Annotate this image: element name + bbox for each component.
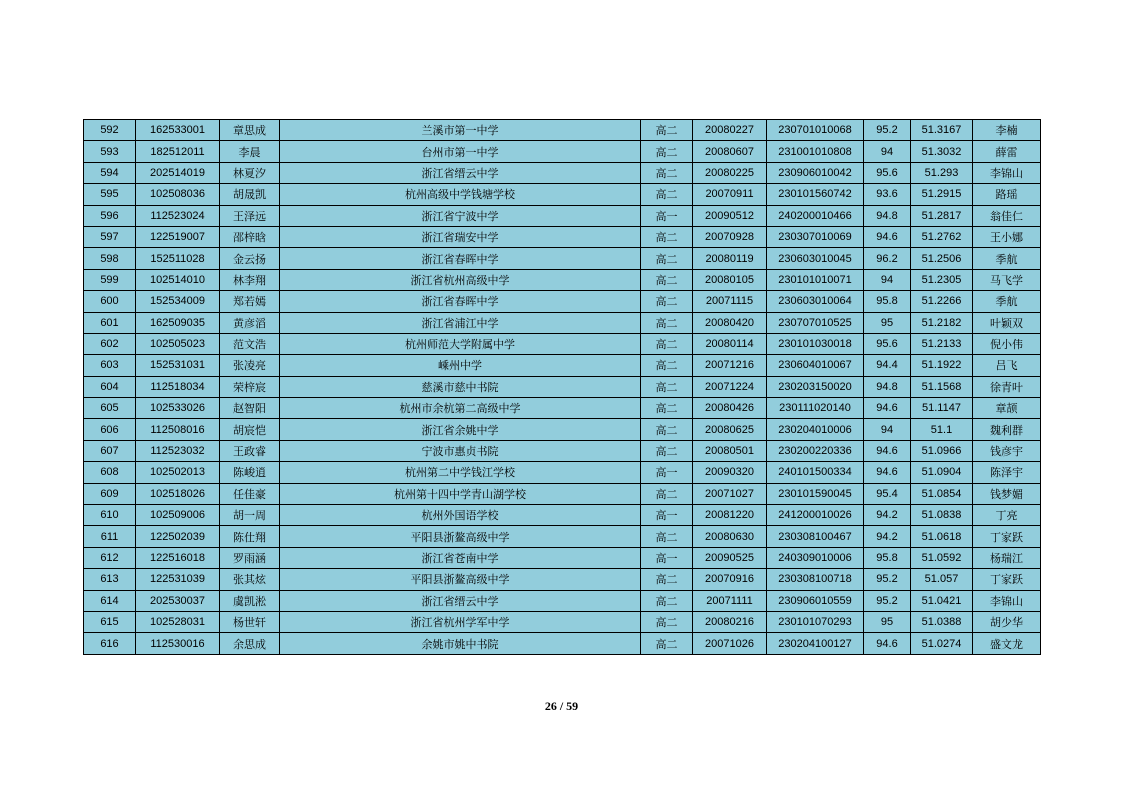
exam-id-cell: 152534009 (136, 291, 220, 312)
rank-cell: 604 (84, 376, 136, 397)
exam-id-cell: 102528031 (136, 611, 220, 632)
total-score-cell: 51.0421 (911, 590, 973, 611)
rank-cell: 615 (84, 611, 136, 632)
score-cell: 94.6 (864, 398, 911, 419)
name-cell: 金云扬 (220, 248, 280, 269)
exam-id-cell: 162533001 (136, 120, 220, 141)
total-score-cell: 51.057 (911, 569, 973, 590)
teacher-cell: 李锦山 (973, 590, 1041, 611)
score-cell: 95.2 (864, 569, 911, 590)
name-cell: 杨世轩 (220, 611, 280, 632)
school-cell: 宁波市惠贞书院 (280, 440, 641, 461)
table-row (84, 355, 1041, 376)
score-cell: 94 (864, 269, 911, 290)
birthdate-cell: 20080501 (693, 440, 767, 461)
rank-cell: 614 (84, 590, 136, 611)
total-score-cell: 51.293 (911, 162, 973, 183)
birthdate-cell: 20080105 (693, 269, 767, 290)
school-cell: 浙江省杭州高级中学 (280, 269, 641, 290)
school-cell: 浙江省春晖中学 (280, 248, 641, 269)
teacher-cell: 翁佳仁 (973, 205, 1041, 226)
total-score-cell: 51.2506 (911, 248, 973, 269)
student-id-cell: 230203150020 (767, 376, 864, 397)
birthdate-cell: 20070911 (693, 184, 767, 205)
student-id-cell: 240101500334 (767, 462, 864, 483)
score-cell: 94.6 (864, 462, 911, 483)
teacher-cell: 钱梦媚 (973, 483, 1041, 504)
total-score-cell: 51.3167 (911, 120, 973, 141)
table-row (84, 590, 1041, 611)
student-id-cell: 230200220336 (767, 440, 864, 461)
name-cell: 邵梓晗 (220, 226, 280, 247)
name-cell: 胡晟凯 (220, 184, 280, 205)
table-row (84, 440, 1041, 461)
student-id-cell: 230707010525 (767, 312, 864, 333)
exam-id-cell: 102509006 (136, 505, 220, 526)
results-table (83, 119, 1041, 655)
table-row (84, 184, 1041, 205)
name-cell: 胡宸恺 (220, 419, 280, 440)
exam-id-cell: 122531039 (136, 569, 220, 590)
grade-cell: 高二 (641, 355, 693, 376)
rank-cell: 595 (84, 184, 136, 205)
teacher-cell: 马飞学 (973, 269, 1041, 290)
total-score-cell: 51.2915 (911, 184, 973, 205)
rank-cell: 606 (84, 419, 136, 440)
teacher-cell: 王小娜 (973, 226, 1041, 247)
teacher-cell: 陈泽宇 (973, 462, 1041, 483)
teacher-cell: 胡少华 (973, 611, 1041, 632)
school-cell: 平阳县浙鳌高级中学 (280, 526, 641, 547)
rank-cell: 609 (84, 483, 136, 504)
grade-cell: 高二 (641, 184, 693, 205)
table-row (84, 526, 1041, 547)
school-cell: 浙江省缙云中学 (280, 162, 641, 183)
name-cell: 张凌亮 (220, 355, 280, 376)
table-row (84, 333, 1041, 354)
exam-id-cell: 102514010 (136, 269, 220, 290)
table-row (84, 226, 1041, 247)
rank-cell: 616 (84, 633, 136, 654)
rank-cell: 599 (84, 269, 136, 290)
student-id-cell: 230204100127 (767, 633, 864, 654)
school-cell: 杭州市余杭第二高级中学 (280, 398, 641, 419)
student-id-cell: 230111020140 (767, 398, 864, 419)
birthdate-cell: 20081220 (693, 505, 767, 526)
table-row (84, 611, 1041, 632)
total-score-cell: 51.1147 (911, 398, 973, 419)
rank-cell: 611 (84, 526, 136, 547)
exam-id-cell: 102518026 (136, 483, 220, 504)
teacher-cell: 魏利群 (973, 419, 1041, 440)
total-score-cell: 51.0274 (911, 633, 973, 654)
grade-cell: 高二 (641, 440, 693, 461)
birthdate-cell: 20071027 (693, 483, 767, 504)
table-row (84, 205, 1041, 226)
name-cell: 范文浩 (220, 333, 280, 354)
name-cell: 虞凯淞 (220, 590, 280, 611)
grade-cell: 高二 (641, 526, 693, 547)
total-score-cell: 51.2133 (911, 333, 973, 354)
school-cell: 浙江省浦江中学 (280, 312, 641, 333)
grade-cell: 高二 (641, 120, 693, 141)
school-cell: 杭州师范大学附属中学 (280, 333, 641, 354)
rank-cell: 605 (84, 398, 136, 419)
school-cell: 杭州第二中学钱江学校 (280, 462, 641, 483)
total-score-cell: 51.0838 (911, 505, 973, 526)
score-cell: 95.4 (864, 483, 911, 504)
student-id-cell: 240309010006 (767, 547, 864, 568)
birthdate-cell: 20080216 (693, 611, 767, 632)
name-cell: 张其炫 (220, 569, 280, 590)
teacher-cell: 丁家跃 (973, 526, 1041, 547)
name-cell: 罗雨涵 (220, 547, 280, 568)
rank-cell: 613 (84, 569, 136, 590)
table-row (84, 291, 1041, 312)
student-id-cell: 230906010042 (767, 162, 864, 183)
grade-cell: 高二 (641, 611, 693, 632)
total-score-cell: 51.0388 (911, 611, 973, 632)
birthdate-cell: 20080625 (693, 419, 767, 440)
teacher-cell: 李锦山 (973, 162, 1041, 183)
birthdate-cell: 20090525 (693, 547, 767, 568)
student-id-cell: 240200010466 (767, 205, 864, 226)
student-id-cell: 230906010559 (767, 590, 864, 611)
teacher-cell: 路瑶 (973, 184, 1041, 205)
rank-cell: 600 (84, 291, 136, 312)
total-score-cell: 51.3032 (911, 141, 973, 162)
birthdate-cell: 20071026 (693, 633, 767, 654)
name-cell: 章思成 (220, 120, 280, 141)
school-cell: 浙江省苍南中学 (280, 547, 641, 568)
grade-cell: 高二 (641, 590, 693, 611)
name-cell: 陈峻逍 (220, 462, 280, 483)
total-score-cell: 51.1568 (911, 376, 973, 397)
school-cell: 慈溪市慈中书院 (280, 376, 641, 397)
table-row (84, 141, 1041, 162)
student-id-cell: 230307010069 (767, 226, 864, 247)
rank-cell: 598 (84, 248, 136, 269)
table-row (84, 633, 1041, 654)
student-id-cell: 230101010071 (767, 269, 864, 290)
page-number: 26 / 59 (544, 699, 579, 713)
school-cell: 平阳县浙鳌高级中学 (280, 569, 641, 590)
teacher-cell: 倪小伟 (973, 333, 1041, 354)
grade-cell: 高一 (641, 205, 693, 226)
score-cell: 93.6 (864, 184, 911, 205)
birthdate-cell: 20080607 (693, 141, 767, 162)
grade-cell: 高二 (641, 398, 693, 419)
teacher-cell: 季航 (973, 291, 1041, 312)
birthdate-cell: 20071216 (693, 355, 767, 376)
score-cell: 95.2 (864, 120, 911, 141)
birthdate-cell: 20080420 (693, 312, 767, 333)
total-score-cell: 51.2817 (911, 205, 973, 226)
table-row (84, 120, 1041, 141)
grade-cell: 高二 (641, 633, 693, 654)
grade-cell: 高二 (641, 269, 693, 290)
rank-cell: 610 (84, 505, 136, 526)
table-row (84, 312, 1041, 333)
birthdate-cell: 20071224 (693, 376, 767, 397)
teacher-cell: 徐青叶 (973, 376, 1041, 397)
rank-cell: 607 (84, 440, 136, 461)
student-id-cell: 230101070293 (767, 611, 864, 632)
birthdate-cell: 20090320 (693, 462, 767, 483)
table-row (84, 547, 1041, 568)
name-cell: 李晨 (220, 141, 280, 162)
exam-id-cell: 152531031 (136, 355, 220, 376)
birthdate-cell: 20080119 (693, 248, 767, 269)
exam-id-cell: 152511028 (136, 248, 220, 269)
student-id-cell: 230101030018 (767, 333, 864, 354)
score-cell: 94 (864, 141, 911, 162)
exam-id-cell: 112530016 (136, 633, 220, 654)
rank-cell: 593 (84, 141, 136, 162)
teacher-cell: 叶颖双 (973, 312, 1041, 333)
exam-id-cell: 162509035 (136, 312, 220, 333)
name-cell: 任佳豪 (220, 483, 280, 504)
teacher-cell: 吕飞 (973, 355, 1041, 376)
school-cell: 杭州外国语学校 (280, 505, 641, 526)
score-cell: 95.8 (864, 291, 911, 312)
grade-cell: 高二 (641, 226, 693, 247)
exam-id-cell: 112518034 (136, 376, 220, 397)
total-score-cell: 51.2305 (911, 269, 973, 290)
teacher-cell: 李楠 (973, 120, 1041, 141)
grade-cell: 高二 (641, 376, 693, 397)
table-row (84, 483, 1041, 504)
total-score-cell: 51.0618 (911, 526, 973, 547)
exam-id-cell: 122502039 (136, 526, 220, 547)
table-row (84, 269, 1041, 290)
name-cell: 胡一周 (220, 505, 280, 526)
grade-cell: 高二 (641, 162, 693, 183)
grade-cell: 高二 (641, 291, 693, 312)
score-cell: 95 (864, 312, 911, 333)
exam-id-cell: 202514019 (136, 162, 220, 183)
total-score-cell: 51.2762 (911, 226, 973, 247)
score-cell: 94.6 (864, 633, 911, 654)
score-cell: 94.6 (864, 440, 911, 461)
grade-cell: 高二 (641, 483, 693, 504)
rank-cell: 612 (84, 547, 136, 568)
teacher-cell: 盛文龙 (973, 633, 1041, 654)
total-score-cell: 51.2266 (911, 291, 973, 312)
total-score-cell: 51.0966 (911, 440, 973, 461)
total-score-cell: 51.0854 (911, 483, 973, 504)
student-id-cell: 230603010045 (767, 248, 864, 269)
score-cell: 95.6 (864, 333, 911, 354)
grade-cell: 高二 (641, 312, 693, 333)
student-id-cell: 230603010064 (767, 291, 864, 312)
rank-cell: 596 (84, 205, 136, 226)
school-cell: 余姚市姚中书院 (280, 633, 641, 654)
rank-cell: 594 (84, 162, 136, 183)
total-score-cell: 51.0904 (911, 462, 973, 483)
exam-id-cell: 182512011 (136, 141, 220, 162)
school-cell: 嵊州中学 (280, 355, 641, 376)
score-cell: 95.8 (864, 547, 911, 568)
school-cell: 杭州第十四中学青山湖学校 (280, 483, 641, 504)
birthdate-cell: 20080426 (693, 398, 767, 419)
grade-cell: 高二 (641, 333, 693, 354)
total-score-cell: 51.2182 (911, 312, 973, 333)
name-cell: 荣梓宸 (220, 376, 280, 397)
rank-cell: 608 (84, 462, 136, 483)
birthdate-cell: 20080227 (693, 120, 767, 141)
total-score-cell: 51.1 (911, 419, 973, 440)
table-row (84, 419, 1041, 440)
teacher-cell: 薛雷 (973, 141, 1041, 162)
score-cell: 94.8 (864, 376, 911, 397)
teacher-cell: 杨瑞江 (973, 547, 1041, 568)
rank-cell: 592 (84, 120, 136, 141)
name-cell: 郑若嫣 (220, 291, 280, 312)
school-cell: 浙江省杭州学军中学 (280, 611, 641, 632)
name-cell: 王政睿 (220, 440, 280, 461)
name-cell: 王泽远 (220, 205, 280, 226)
school-cell: 台州市第一中学 (280, 141, 641, 162)
table-row (84, 462, 1041, 483)
school-cell: 杭州高级中学钱塘学校 (280, 184, 641, 205)
teacher-cell: 钱彦宇 (973, 440, 1041, 461)
birthdate-cell: 20070916 (693, 569, 767, 590)
school-cell: 浙江省余姚中学 (280, 419, 641, 440)
birthdate-cell: 20080114 (693, 333, 767, 354)
rank-cell: 597 (84, 226, 136, 247)
exam-id-cell: 202530037 (136, 590, 220, 611)
score-cell: 94.6 (864, 226, 911, 247)
birthdate-cell: 20071115 (693, 291, 767, 312)
student-id-cell: 241200010026 (767, 505, 864, 526)
total-score-cell: 51.0592 (911, 547, 973, 568)
exam-id-cell: 112523032 (136, 440, 220, 461)
score-cell: 94.8 (864, 205, 911, 226)
score-cell: 94.4 (864, 355, 911, 376)
name-cell: 林李翔 (220, 269, 280, 290)
exam-id-cell: 102533026 (136, 398, 220, 419)
total-score-cell: 51.1922 (911, 355, 973, 376)
student-id-cell: 230101590045 (767, 483, 864, 504)
name-cell: 赵智阳 (220, 398, 280, 419)
school-cell: 浙江省宁波中学 (280, 205, 641, 226)
score-cell: 94.2 (864, 505, 911, 526)
birthdate-cell: 20090512 (693, 205, 767, 226)
name-cell: 陈仕翔 (220, 526, 280, 547)
teacher-cell: 季航 (973, 248, 1041, 269)
score-cell: 95.6 (864, 162, 911, 183)
table-row (84, 505, 1041, 526)
table-row (84, 376, 1041, 397)
school-cell: 浙江省瑞安中学 (280, 226, 641, 247)
exam-id-cell: 112523024 (136, 205, 220, 226)
grade-cell: 高一 (641, 547, 693, 568)
student-id-cell: 231001010808 (767, 141, 864, 162)
teacher-cell: 章颉 (973, 398, 1041, 419)
birthdate-cell: 20080630 (693, 526, 767, 547)
student-id-cell: 230701010068 (767, 120, 864, 141)
table-row (84, 248, 1041, 269)
rank-cell: 602 (84, 333, 136, 354)
student-id-cell: 230308100718 (767, 569, 864, 590)
exam-id-cell: 122519007 (136, 226, 220, 247)
exam-id-cell: 102502013 (136, 462, 220, 483)
table-row (84, 162, 1041, 183)
school-cell: 浙江省缙云中学 (280, 590, 641, 611)
score-cell: 96.2 (864, 248, 911, 269)
birthdate-cell: 20071111 (693, 590, 767, 611)
teacher-cell: 丁家跃 (973, 569, 1041, 590)
grade-cell: 高二 (641, 569, 693, 590)
school-cell: 兰溪市第一中学 (280, 120, 641, 141)
student-id-cell: 230604010067 (767, 355, 864, 376)
birthdate-cell: 20080225 (693, 162, 767, 183)
student-id-cell: 230101560742 (767, 184, 864, 205)
exam-id-cell: 102508036 (136, 184, 220, 205)
grade-cell: 高一 (641, 462, 693, 483)
rank-cell: 601 (84, 312, 136, 333)
score-cell: 95.2 (864, 590, 911, 611)
name-cell: 林夏汐 (220, 162, 280, 183)
table-row (84, 569, 1041, 590)
rank-cell: 603 (84, 355, 136, 376)
grade-cell: 高二 (641, 248, 693, 269)
name-cell: 余思成 (220, 633, 280, 654)
score-cell: 95 (864, 611, 911, 632)
score-cell: 94 (864, 419, 911, 440)
student-id-cell: 230308100467 (767, 526, 864, 547)
student-id-cell: 230204010006 (767, 419, 864, 440)
school-cell: 浙江省春晖中学 (280, 291, 641, 312)
exam-id-cell: 122516018 (136, 547, 220, 568)
grade-cell: 高二 (641, 419, 693, 440)
grade-cell: 高一 (641, 505, 693, 526)
table-body (84, 120, 1041, 655)
grade-cell: 高二 (641, 141, 693, 162)
exam-id-cell: 102505023 (136, 333, 220, 354)
exam-id-cell: 112508016 (136, 419, 220, 440)
name-cell: 黄彦滔 (220, 312, 280, 333)
table-row (84, 398, 1041, 419)
birthdate-cell: 20070928 (693, 226, 767, 247)
score-cell: 94.2 (864, 526, 911, 547)
teacher-cell: 丁亮 (973, 505, 1041, 526)
